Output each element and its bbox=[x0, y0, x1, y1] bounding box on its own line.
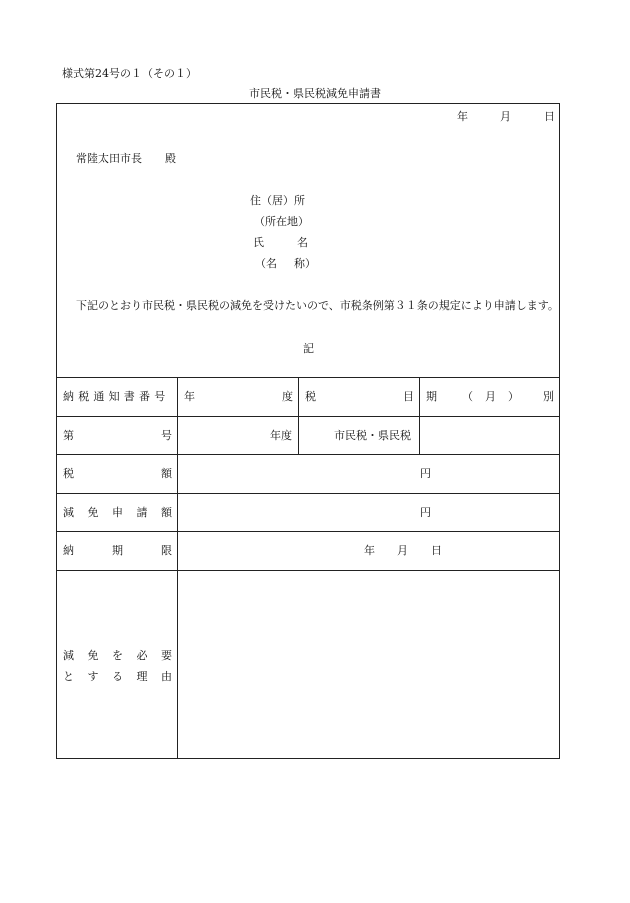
name-label-first: 氏 bbox=[253, 236, 264, 249]
notice-number-label bbox=[63, 391, 172, 402]
date-month-label: 月 bbox=[500, 110, 511, 123]
paren-close: ） bbox=[508, 390, 519, 403]
notice-number-label-text: 納税通知書番号 bbox=[63, 390, 170, 403]
date-year-label: 年 bbox=[457, 110, 468, 123]
fiscal-label: 度 bbox=[282, 390, 293, 403]
corp-name-label-first: （名 bbox=[255, 257, 277, 270]
deadline-month: 月 bbox=[397, 544, 408, 557]
paren-open: （ bbox=[462, 390, 473, 403]
reduction-amount-yen: 円 bbox=[420, 506, 431, 519]
addressee-honorific: 殿 bbox=[165, 152, 176, 165]
reason-label-line1-text: 減免を必要 bbox=[63, 649, 186, 662]
corp-name-label-second: 称） bbox=[294, 257, 316, 270]
nendo-label: 年度 bbox=[270, 429, 292, 442]
reason-label-line2-text: とする理由 bbox=[63, 670, 186, 683]
tax-amount-yen: 円 bbox=[420, 467, 431, 480]
deadline-day: 日 bbox=[431, 544, 442, 557]
address-label: 住（居）所 bbox=[250, 194, 305, 207]
reason-input-area[interactable] bbox=[178, 571, 559, 758]
number-label-first: 第 bbox=[63, 429, 74, 442]
tax-label: 税 bbox=[305, 390, 316, 403]
tax-type-value: 市民税・県民税 bbox=[334, 429, 411, 442]
reason-label-line1 bbox=[63, 650, 186, 661]
addressee: 常陸太田市長 bbox=[76, 152, 142, 165]
row-rule-1 bbox=[56, 416, 560, 417]
betsu-label: 別 bbox=[543, 390, 554, 403]
item-label: 目 bbox=[403, 390, 414, 403]
tax-amount-label bbox=[63, 467, 259, 480]
name-label-second: 名 bbox=[297, 236, 308, 249]
row-rule-4 bbox=[56, 531, 560, 532]
row-rule-3 bbox=[56, 493, 560, 494]
tax-amount-label-text: 税額 bbox=[63, 467, 259, 480]
form-number: 様式第24号の１（その１） bbox=[62, 67, 197, 80]
document-title: 市民税・県民税減免申請書 bbox=[249, 87, 381, 100]
ki-heading: 記 bbox=[303, 342, 314, 355]
column-rule-2 bbox=[298, 377, 299, 454]
year-label: 年 bbox=[184, 390, 195, 403]
column-rule-3 bbox=[419, 377, 420, 454]
reason-label-line2 bbox=[63, 671, 186, 682]
month-label: 月 bbox=[485, 390, 496, 403]
deadline-label-text: 納期限 bbox=[63, 544, 210, 557]
deadline-label bbox=[63, 544, 210, 557]
reduction-amount-label-text: 減免申請額 bbox=[63, 506, 186, 519]
date-day-label: 日 bbox=[544, 110, 555, 123]
location-label: （所在地） bbox=[254, 215, 309, 228]
period-label: 期 bbox=[426, 390, 437, 403]
deadline-year: 年 bbox=[364, 544, 375, 557]
number-label-second: 号 bbox=[161, 429, 172, 442]
application-statement: 下記のとおり市民税・県民税の減免を受けたいので、市税条例第３１条の規定により申請します。 bbox=[76, 299, 559, 312]
row-rule-2 bbox=[56, 454, 560, 455]
reduction-amount-label bbox=[63, 506, 186, 519]
table-top-rule bbox=[56, 377, 560, 378]
